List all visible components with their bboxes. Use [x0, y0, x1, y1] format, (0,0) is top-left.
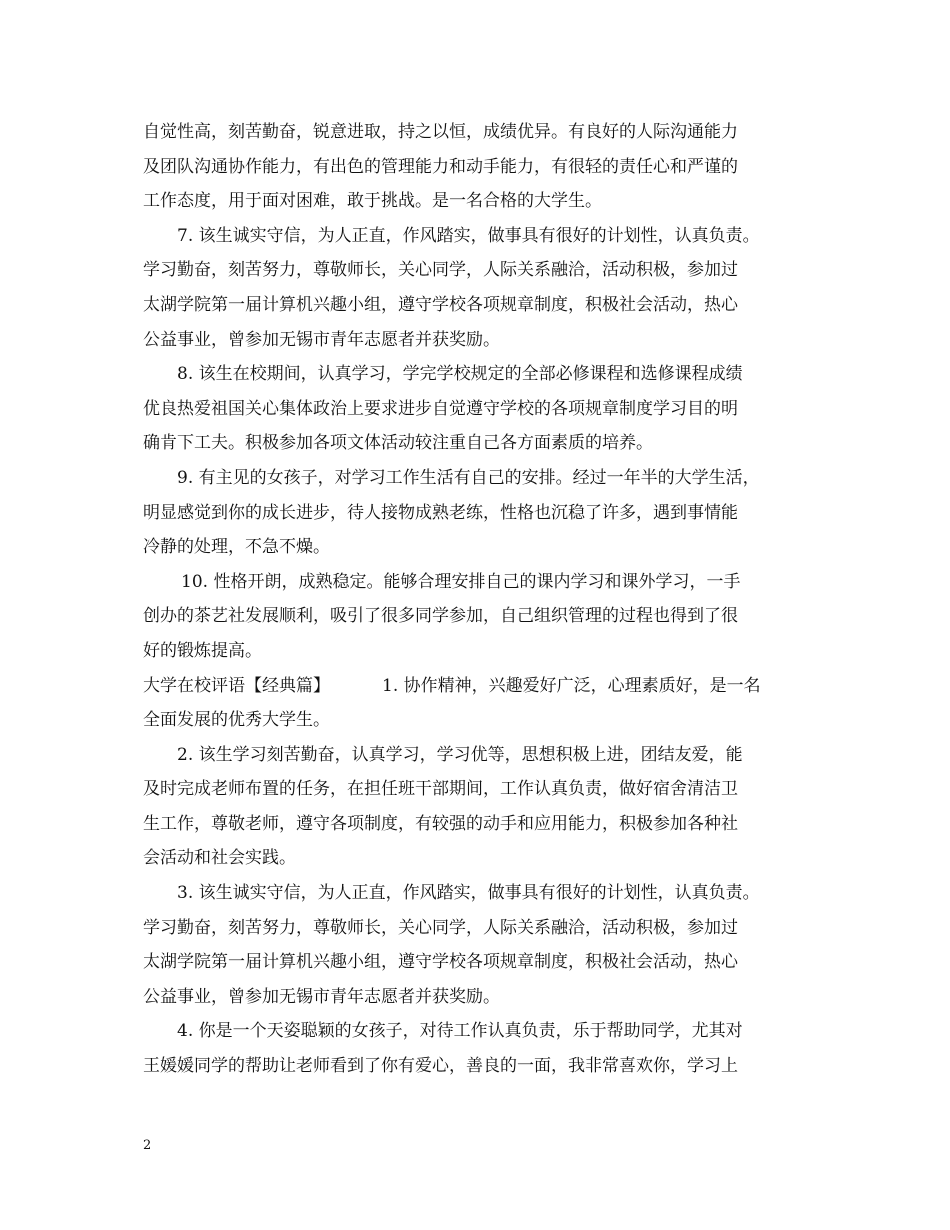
- line-text: 及时完成老师布置的任务，在担任班干部期间，工作认真负责，做好宿舍清洁卫: [143, 779, 738, 800]
- text-line: [143, 911, 823, 946]
- line-text: 公益事业，曾参加无锡市青年志愿者并获奖励。: [143, 329, 500, 350]
- text-line: [143, 772, 823, 807]
- line-text: 生工作，尊敬老师，遵守各项制度，有较强的动手和应用能力，积极参加各种社: [143, 813, 738, 834]
- line-text: 好的锻炼提高。: [143, 640, 262, 661]
- line-text: 学习勤奋，刻苦努力，尊敬师长，关心同学，人际关系融洽，活动积极，参加过: [143, 917, 738, 938]
- text-line: [143, 253, 823, 288]
- text-line: [143, 599, 823, 634]
- line-text: 确肯下工夫。积极参加各项文体活动较注重自己各方面素质的培养。: [143, 433, 653, 454]
- text-line: [143, 980, 823, 1015]
- text-line: [143, 115, 823, 150]
- line-text: 优良热爱祖国关心集体政治上要求进步自觉遵守学校的各项规章制度学习目的明: [143, 398, 738, 419]
- text-line: [143, 841, 823, 876]
- text-line: [143, 1014, 823, 1049]
- text-line: [143, 565, 823, 600]
- line-text: 9. 有主见的女孩子，对学习工作生活有自己的安排。经过一年半的大学生活，: [177, 467, 760, 488]
- line-text: 自觉性高，刻苦勤奋，锐意进取，持之以恒，成绩优异。有良好的人际沟通能力: [143, 122, 738, 142]
- line-text: 10. 性格开朗，成熟稳定。能够合理安排自己的课内学习和课外学习，一手: [181, 571, 741, 592]
- text-line: [143, 807, 823, 842]
- text-line: [143, 392, 823, 427]
- line-text: 创办的茶艺社发展顺利，吸引了很多同学参加，自己组织管理的过程也得到了很: [143, 606, 738, 627]
- line-text: 王媛媛同学的帮助让老师看到了你有爱心，善良的一面，我非常喜欢你，学习上: [143, 1056, 738, 1077]
- section-heading-line: [143, 669, 823, 704]
- line-text: 学习勤奋，刻苦努力，尊敬师长，关心同学，人际关系融洽，活动积极，参加过: [143, 260, 738, 281]
- text-line: [143, 530, 823, 565]
- text-line: [143, 496, 823, 531]
- line-text: 7. 该生诚实守信，为人正直，作风踏实，做事具有很好的计划性，认真负责。: [177, 225, 760, 246]
- line-text: 明显感觉到你的成长进步，待人接物成熟老练，性格也沉稳了许多，遇到事情能: [143, 502, 738, 523]
- line-text: 及团队沟通协作能力，有出色的管理能力和动手能力，有很轻的责任心和严谨的: [143, 156, 738, 177]
- text-line: [143, 219, 823, 254]
- line-text: 冷静的处理，不急不燥。: [143, 537, 330, 558]
- line-text: 工作态度，用于面对困难，敢于挑战。是一名合格的大学生。: [143, 191, 602, 212]
- text-line: [143, 426, 823, 461]
- section-heading: 大学在校评语【经典篇】: [143, 675, 330, 696]
- text-line: [143, 945, 823, 980]
- text-line: [143, 634, 823, 669]
- text-line: [143, 150, 823, 185]
- text-line: [143, 461, 823, 496]
- line-text: 公益事业，曾参加无锡市青年志愿者并获奖励。: [143, 986, 500, 1007]
- text-line: [143, 1049, 823, 1084]
- text-line: [143, 323, 823, 358]
- page-number: 2: [143, 1138, 152, 1153]
- text-line: [143, 876, 823, 911]
- line-text: 全面发展的优秀大学生。: [143, 710, 330, 731]
- text-line: [143, 357, 823, 392]
- document-body: [143, 115, 823, 1084]
- line-text: 会活动和社会实践。: [143, 848, 296, 869]
- text-line: [143, 184, 823, 219]
- text-line: [143, 703, 823, 738]
- line-text: 太湖学院第一届计算机兴趣小组，遵守学校各项规章制度，积极社会活动，热心: [143, 952, 738, 973]
- line-text: 3. 该生诚实守信，为人正直，作风踏实，做事具有很好的计划性，认真负责。: [177, 883, 760, 904]
- line-text: 8. 该生在校期间，认真学习，学完学校规定的全部必修课程和选修课程成绩: [177, 364, 743, 385]
- line-text: 太湖学院第一届计算机兴趣小组，遵守学校各项规章制度，积极社会活动，热心: [143, 294, 738, 315]
- line-text: 2. 该生学习刻苦勤奋，认真学习，学习优等，思想积极上进，团结友爱，能: [177, 744, 743, 765]
- line-text: 4. 你是一个天姿聪颖的女孩子，对待工作认真负责，乐于帮助同学，尤其对: [177, 1021, 743, 1042]
- line-text: 1. 协作精神，兴趣爱好广泛，心理素质好，是一名: [382, 675, 761, 696]
- text-line: [143, 738, 823, 773]
- text-line: [143, 288, 823, 323]
